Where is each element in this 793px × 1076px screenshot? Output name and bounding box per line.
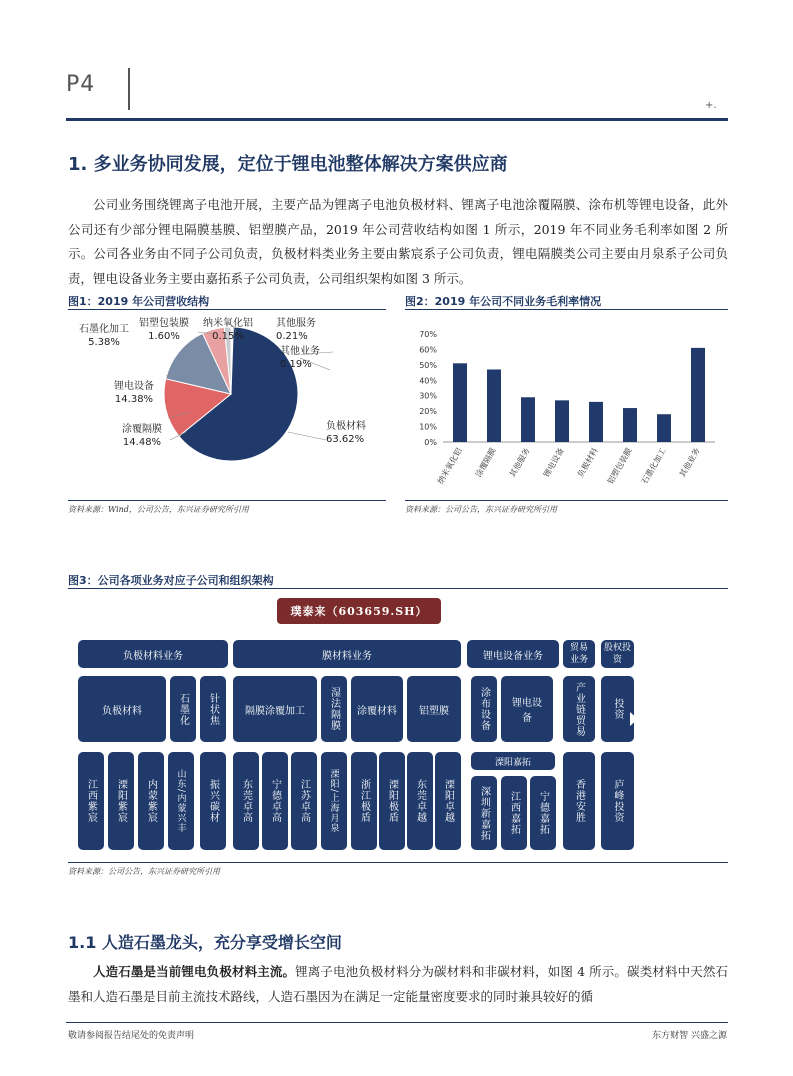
org-l3-liyang-zhuoyue: 溧阳卓越	[435, 752, 461, 850]
org-l3-neimeng-zichen: 内蒙紫宸	[138, 752, 164, 850]
fig3-rule	[68, 588, 728, 589]
x-tick-label: 其他业务	[677, 446, 702, 479]
x-tick-label: 锂电设备	[541, 446, 566, 479]
x-tick-label: 涂覆隔膜	[473, 446, 498, 479]
pie-label-anode	[326, 420, 366, 446]
pie-label-equipment-value: 14.38%	[114, 394, 154, 405]
pie-label-alu-film-value: 1.60%	[148, 331, 180, 342]
org-l3-lufeng: 庐峰投资	[601, 752, 634, 850]
org-l1-investment: 股权投资	[601, 640, 634, 668]
fig1-source-rule	[68, 500, 386, 501]
org-l3-ningde-zhuogao: 宁德卓高	[262, 752, 288, 850]
bar-5	[623, 408, 637, 442]
para2-text	[68, 960, 728, 1009]
org-l3-yuequan: 溧阳/上海月泉	[321, 752, 347, 850]
intro-paragraph	[68, 193, 728, 291]
org-l3-liyang-jidun: 溧阳极盾	[379, 752, 405, 850]
footer-slogan: 东方财智 兴盛之源	[652, 1031, 727, 1041]
pie-label-other-service-name: 其他服务	[276, 318, 316, 329]
y-tick-label: 60%	[419, 345, 437, 355]
footer-disclaimer: 敬请参阅报告结尾处的免责声明	[68, 1031, 195, 1041]
pie-label-other-business	[280, 345, 320, 371]
pie-label-nano-alumina-value: 0.15%	[212, 331, 244, 342]
y-tick-label: 50%	[419, 360, 437, 370]
footer-rule	[66, 1022, 728, 1023]
y-tick-label: 70%	[419, 330, 437, 339]
org-l3-jiangxi-jiatuo: 江西嘉拓	[501, 776, 527, 850]
pie-label-other-service	[276, 317, 316, 343]
x-tick-label: 负极材料	[575, 446, 600, 479]
pie-label-alu-film	[134, 317, 194, 343]
pie-label-coated-separator	[114, 423, 170, 449]
pie-leader-7	[288, 432, 326, 440]
pie-label-equipment-name: 锂电设备	[114, 381, 154, 392]
fig1-title: 图1：2019 年公司营收结构	[68, 295, 210, 308]
y-tick-label: 30%	[419, 391, 437, 401]
bar-6	[657, 414, 671, 442]
org-l2-anode-material: 负极材料	[78, 676, 166, 742]
y-tick-label: 20%	[419, 407, 437, 417]
org-top-company: 璞泰来（603659.SH）	[277, 598, 441, 624]
fig2-source-rule	[405, 500, 728, 501]
pie-label-other-service-value: 0.21%	[276, 331, 308, 342]
org-l3-jiangxi-zichen: 江西紫宸	[78, 752, 104, 850]
org-l3-zhejiang-jidun: 浙江极盾	[351, 752, 377, 850]
org-l2-wet-separator: 湿法隔膜	[321, 676, 347, 742]
section-title: 1. 多业务协同发展，定位于锂电池整体解决方案供应商	[68, 154, 508, 175]
org-l3-dongguan-zhuogao: 东莞卓高	[233, 752, 259, 850]
fig3-source: 资料来源：公司公告，东兴证券研究所引用	[68, 867, 220, 876]
para2	[68, 960, 728, 1009]
org-l3-liyang-zichen: 溧阳紫宸	[108, 752, 134, 850]
pie-label-graphite-value: 5.38%	[88, 337, 120, 348]
para2-bold: 人造石墨是当前锂电负极材料主流。	[93, 964, 296, 979]
scroll-arrow-icon	[630, 712, 638, 726]
org-l3-hk-ansheng: 香港安胜	[563, 752, 595, 850]
pie-label-equipment	[106, 380, 162, 406]
pie-label-nano-alumina	[200, 317, 256, 343]
org-l2-lithium-equipment: 锂电设备	[501, 676, 553, 742]
org-l1-anode: 负极材料业务	[78, 640, 228, 668]
org-l2-investment: 投资	[601, 676, 634, 742]
intro-text: 公司业务围绕锂离子电池开展，主要产品为锂离子电池负极材料、锂离子电池涂覆隔膜、涂布机等锂电设备，此外公司还有少部分锂电隔膜基膜、铝塑膜产品，2019 年公司营收结构如图 1 所示，2019 年不同业务毛利率如图 2 所示。公司各业务由不同子公司负责，负极材料类业务主要由紫宸系子公司负责，锂电隔膜类公司主要由月泉系子公司负责，锂电设备业务主要由嘉拓系子公司负责，公司组织架构如图 3 所示。	[68, 197, 728, 286]
page-number: P4	[66, 72, 96, 97]
x-tick-label: 纳米氧化铝	[435, 446, 464, 486]
para2-body: 锂离子电池负极材料分为碳材料和非碳材料，如图 4 所示。碳类材料中天然石墨和人造石墨是目前主流技术路线，人造石墨因为在满足一定能量密度要求的同时兼具较好的循	[68, 964, 728, 1004]
bar-2	[521, 397, 535, 442]
header-rule	[66, 118, 728, 121]
subsection-title: 1.1 人造石墨龙头，充分享受增长空间	[68, 933, 342, 952]
org-l2-chain-trade: 产业链贸易	[563, 676, 595, 742]
bar-7	[691, 348, 705, 442]
y-tick-label: 40%	[419, 376, 437, 386]
pie-label-alu-film-name: 铝塑包装膜	[139, 318, 189, 329]
org-l1-trade: 贸易业务	[563, 640, 595, 668]
pie-label-nano-alumina-name: 纳米氧化铝	[203, 318, 253, 329]
fig1-source: 资料来源：Wind，公司公告，东兴证券研究所引用	[68, 505, 249, 514]
fig2-rule	[405, 309, 728, 310]
bar-4	[589, 402, 603, 442]
y-tick-label: 0%	[424, 438, 437, 447]
org-l1-film: 膜材料业务	[233, 640, 461, 668]
header-divider	[128, 68, 130, 110]
pie-label-other-business-value: 0.19%	[280, 359, 312, 370]
org-l3-shandong-xingfeng: 山东/内蒙兴丰	[168, 752, 194, 850]
pie-label-graphite-name: 石墨化加工	[79, 324, 129, 335]
org-l3-zhenxing: 振兴碳材	[200, 752, 226, 850]
bar-0	[453, 363, 467, 442]
pie-label-coated-separator-name: 涂覆隔膜	[122, 424, 162, 435]
org-l1-equipment: 锂电设备业务	[467, 640, 559, 668]
x-tick-label: 石墨化加工	[639, 446, 668, 486]
org-l2-separator-coating: 隔膜涂覆加工	[233, 676, 317, 742]
org-l3-jiangsu-zhuogao: 江苏卓高	[291, 752, 317, 850]
fig2-title: 图2：2019 年公司不同业务毛利率情况	[405, 295, 602, 308]
pie-label-coated-separator-value: 14.48%	[122, 437, 162, 448]
y-tick-label: 10%	[419, 422, 437, 432]
fig3-title: 图3：公司各项业务对应子公司和组织架构	[68, 574, 274, 587]
org-l3-ningde-jiatuo: 宁德嘉拓	[530, 776, 556, 850]
pie-label-other-business-name: 其他业务	[280, 346, 320, 357]
org-l2-needle-coke: 针状焦	[200, 676, 226, 742]
fig3-source-rule	[68, 862, 728, 863]
org-l3-dongguan-zhuoyue: 东莞卓越	[407, 752, 433, 850]
bar-1	[487, 369, 501, 442]
fig1-rule	[68, 309, 386, 310]
pie-label-graphite	[74, 323, 134, 349]
org-l2-alu-plastic-film: 铝塑膜	[407, 676, 461, 742]
pie-label-anode-value: 63.62%	[326, 434, 365, 445]
bar-chart	[405, 312, 728, 497]
org-l2-coating-equipment: 涂布设备	[471, 676, 497, 742]
bar-3	[555, 400, 569, 442]
org-liyang-jiatuo: 溧阳嘉拓	[471, 752, 555, 770]
org-l3-shenzhen-jiatuo: 深圳新嘉拓	[471, 776, 497, 850]
x-tick-label: 其他服务	[507, 446, 532, 479]
header-mark: +.	[705, 100, 717, 111]
fig2-source: 资料来源：公司公告，东兴证券研究所引用	[405, 505, 557, 514]
org-l2-coating-material: 涂覆材料	[351, 676, 403, 742]
x-tick-label: 铝塑包装膜	[605, 446, 634, 486]
pie-label-anode-name: 负极材料	[326, 421, 366, 432]
org-l2-graphitization: 石墨化	[170, 676, 196, 742]
